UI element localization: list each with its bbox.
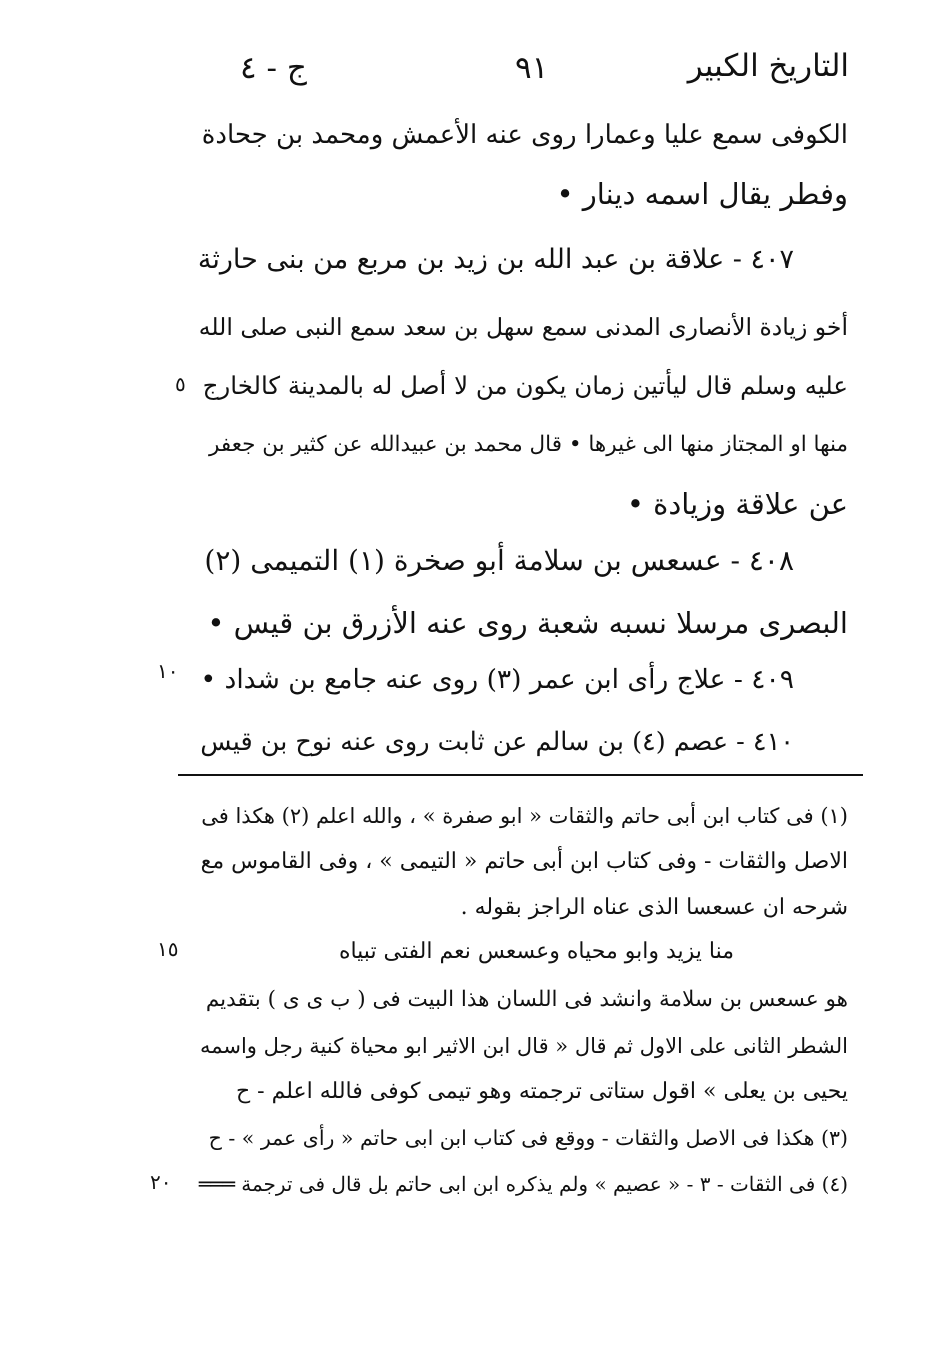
page-number: ٩١ bbox=[515, 50, 549, 86]
body-line: أخو زيادة الأنصارى المدنى سمع سهل بن سعد سمع النبى صلى الله bbox=[198, 313, 848, 341]
footnote-verse: منا يزيد وابو محياه وعسعس نعم الفتى تبياه bbox=[338, 939, 734, 964]
footnote-line: يحيى بن يعلى » اقول ستاتى ترجمته وهو تيمى كوفى فالله اعلم - ح bbox=[235, 1079, 848, 1104]
running-title: التاريخ الكبير bbox=[687, 48, 849, 84]
entry-heading-407: ٤٠٧ - علاقة بن عبد الله بن زيد بن مربع من بنى حارثة bbox=[197, 244, 794, 275]
body-line: منها او المجتاز منها الى غيرها • قال محمد بن عبيدالله عن كثير بن جعفر bbox=[208, 432, 848, 457]
body-line: وفطر يقال اسمه دينار • bbox=[556, 177, 848, 211]
line-number-15: ١٥ bbox=[157, 937, 179, 961]
line-number-5: ٥ bbox=[175, 372, 186, 396]
line-number-10: ١٠ bbox=[157, 659, 179, 683]
body-line: عن علاقة وزيادة • bbox=[626, 487, 848, 521]
volume-label: ج - ٤ bbox=[240, 50, 307, 86]
footnote-line: (٣) هكذا فى الاصل والثقات - ووقع فى كتاب ابن ابى حاتم « رأى عمر » - ح bbox=[208, 1126, 848, 1150]
entry-heading-408: ٤٠٨ - عسعس بن سلامة أبو صخرة (١) التميمى (٢) bbox=[204, 544, 794, 577]
footnote-line: شرحه ان عسعسا الذى عناه الراجز بقوله . bbox=[460, 895, 848, 920]
entry-heading-410: ٤١٠ - عصم (٤) بن سالم عن ثابت روى عنه نوح بن قيس bbox=[200, 727, 794, 757]
footnote-line: (١) فى كتاب ابن أبى حاتم والثقات « ابو صفرة » ، والله اعلم (٢) هكذا فى bbox=[201, 804, 848, 828]
footnote-line: (٤) فى الثقات - ٣ - « عصيم » ولم يذكره ابن ابى حاتم بل قال فى ترجمة ═══ bbox=[198, 1172, 848, 1196]
footnote-line: هو عسعس بن سلامة وانشد فى اللسان هذا البيت فى ( ب ى ى ) بتقديم bbox=[205, 987, 848, 1012]
footnote-line: الاصل والثقات - وفى كتاب ابن أبى حاتم « التيمى » ، وفى القاموس مع bbox=[200, 849, 848, 874]
body-line: عليه وسلم قال ليأتين زمان يكون من لا أصل له بالمدينة كالخارج bbox=[202, 371, 848, 400]
line-number-20: ٢٠ bbox=[150, 1170, 172, 1194]
footnote-line: الشطر الثانى على الاول ثم قال « قال ابن الاثير ابو محياة كنية رجل واسمه bbox=[199, 1034, 848, 1058]
body-line: البصرى مرسلا نسبه شعبة روى عنه الأزرق بن قيس • bbox=[207, 606, 848, 640]
footnote-divider bbox=[178, 774, 863, 776]
entry-heading-409: ٤٠٩ - علاج رأى ابن عمر (٣) روى عنه جامع بن شداد • bbox=[200, 664, 794, 695]
body-line: الكوفى سمع عليا وعمارا روى عنه الأعمش ومحمد بن جحادة bbox=[201, 120, 848, 150]
